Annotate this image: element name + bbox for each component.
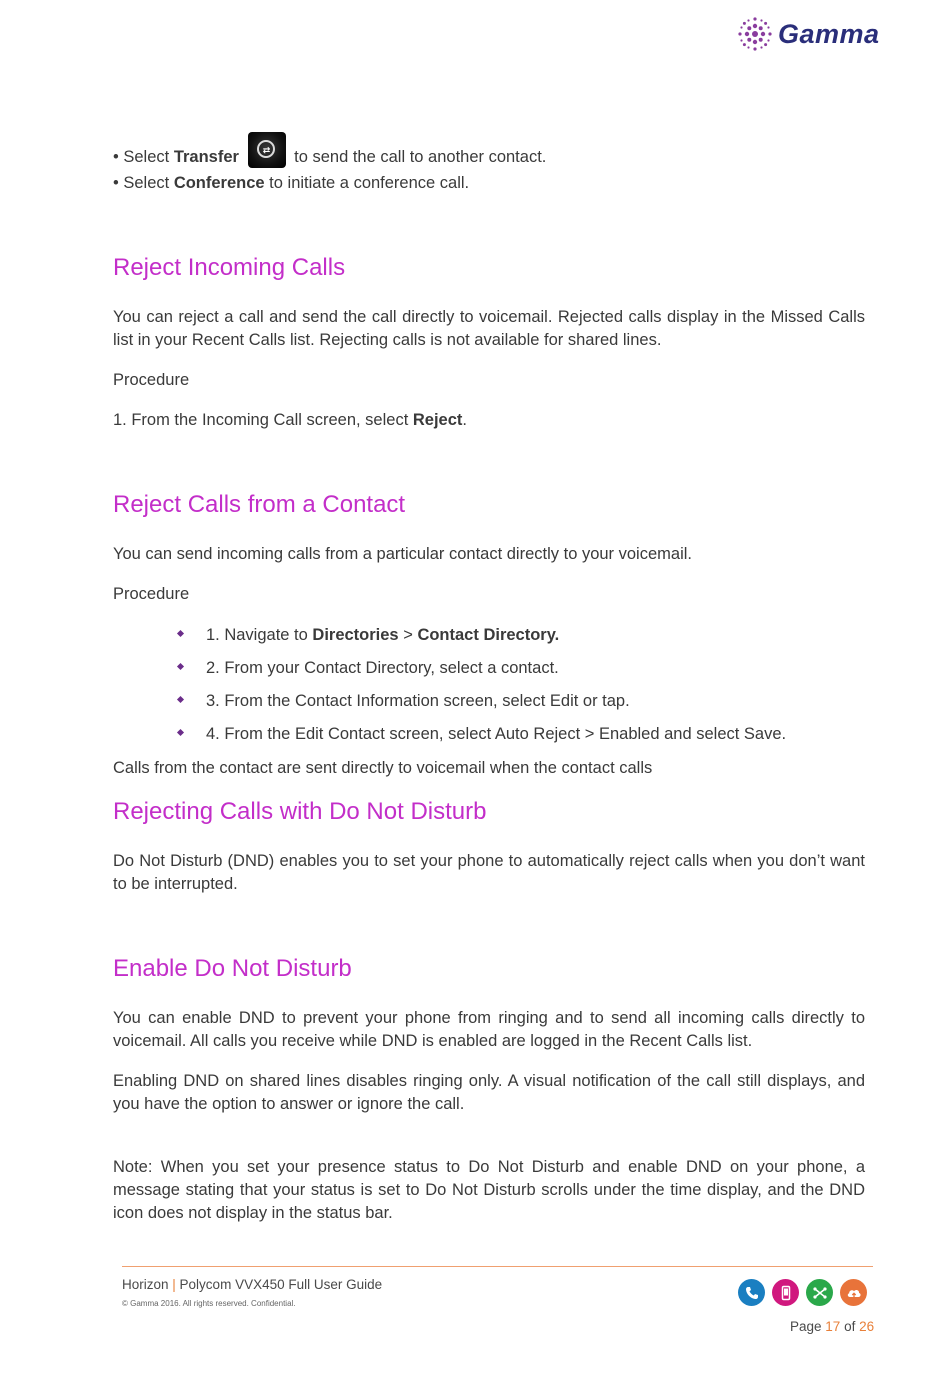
contact-step-4: 4. From the Edit Contact screen, select Auto Reject > Enabled and select Save. bbox=[206, 725, 787, 743]
heading-dnd-reject: Rejecting Calls with Do Not Disturb bbox=[113, 798, 487, 825]
page-of: of bbox=[840, 1319, 860, 1334]
footer-title bbox=[122, 1277, 382, 1292]
step-prefix: 1. From the Incoming Call screen, select bbox=[113, 411, 413, 429]
heading-reject-contact: Reject Calls from a Contact bbox=[113, 491, 406, 518]
transfer-bullet bbox=[113, 132, 546, 169]
heading-reject-incoming: Reject Incoming Calls bbox=[113, 254, 346, 281]
bullet-diamond bbox=[177, 696, 184, 703]
conference-prefix: • Select bbox=[113, 174, 174, 192]
reject-contact-paragraph: You can send incoming calls from a particular contact directly to your voicemail. bbox=[113, 545, 692, 563]
contact-step-2: 2. From your Contact Directory, select a contact. bbox=[206, 659, 559, 677]
step-bold: Reject bbox=[412, 411, 463, 429]
footer-title-horizon: Horizon bbox=[122, 1277, 169, 1292]
enable-dnd-note: Note: When you set your presence status to Do Not Disturb and enable DND on your phone, a message stating that your status is set to Do Not Disturb scrolls under the time display, and the DND icon does not display in the status bar. bbox=[113, 1158, 865, 1222]
page-number bbox=[790, 1319, 874, 1334]
footer-icons bbox=[738, 1279, 867, 1306]
gamma-logo-text: Gamma bbox=[778, 18, 880, 49]
procedure-label-2: Procedure bbox=[113, 585, 190, 603]
bullet-diamond bbox=[177, 729, 184, 736]
page-total: 26 bbox=[859, 1319, 875, 1334]
footer-title-separator: | bbox=[168, 1277, 180, 1292]
transfer-bold: Transfer bbox=[173, 148, 239, 166]
page-label: Page bbox=[790, 1319, 826, 1334]
enable-dnd-paragraph-2: Enabling DND on shared lines disables ringing only. A visual notification of the call still displays, and you have the option to answer or ignore the call. bbox=[113, 1072, 865, 1113]
dnd-reject-paragraph: Do Not Disturb (DND) enables you to set your phone to automatically reject calls when you don’t want to be interrupted. bbox=[113, 852, 865, 893]
gamma-logo bbox=[736, 12, 880, 56]
step1-bold-directories: Directories bbox=[312, 626, 399, 644]
conference-bullet bbox=[113, 172, 469, 195]
transfer-icon: ⇄ bbox=[248, 132, 286, 168]
footer-divider bbox=[122, 1266, 873, 1267]
network-icon bbox=[806, 1279, 833, 1306]
bullet-diamond bbox=[177, 663, 184, 670]
page-current: 17 bbox=[825, 1319, 841, 1334]
reject-incoming-step bbox=[113, 409, 467, 432]
cloud-icon bbox=[840, 1279, 867, 1306]
heading-enable-dnd: Enable Do Not Disturb bbox=[113, 955, 352, 982]
mobile-icon bbox=[772, 1279, 799, 1306]
step1-prefix: 1. Navigate to bbox=[206, 626, 313, 644]
bullet-diamond bbox=[177, 630, 184, 637]
gamma-logo-icon bbox=[736, 15, 774, 53]
contact-step-1 bbox=[206, 624, 559, 647]
step1-bold-contact-directory: Contact Directory. bbox=[417, 626, 560, 644]
conference-suffix: to initiate a conference call. bbox=[264, 174, 470, 192]
conference-bold: Conference bbox=[173, 174, 265, 192]
step1-separator: > bbox=[398, 626, 418, 644]
transfer-suffix: to send the call to another contact. bbox=[289, 148, 547, 166]
footer-copyright: © Gamma 2016. All rights reserved. Confidential. bbox=[122, 1299, 296, 1308]
step-suffix: . bbox=[462, 411, 467, 429]
reject-contact-closing: Calls from the contact are sent directly to voicemail when the contact calls bbox=[113, 759, 653, 777]
contact-step-3: 3. From the Contact Information screen, select Edit or tap. bbox=[206, 692, 630, 710]
reject-incoming-paragraph: You can reject a call and send the call directly to voicemail. Rejected calls display in the Missed Calls list in your Recent Calls list. Rejecting calls is not available for shared lines. bbox=[113, 308, 865, 349]
transfer-prefix: • Select bbox=[113, 148, 174, 166]
procedure-label-1: Procedure bbox=[113, 371, 190, 389]
phone-icon bbox=[738, 1279, 765, 1306]
footer-title-guide: Polycom VVX450 Full User Guide bbox=[179, 1277, 383, 1292]
enable-dnd-paragraph-1: You can enable DND to prevent your phone from ringing and to send all incoming calls directly to voicemail. All calls you receive while DND is enabled are logged in the Recent Calls list. bbox=[113, 1009, 865, 1050]
